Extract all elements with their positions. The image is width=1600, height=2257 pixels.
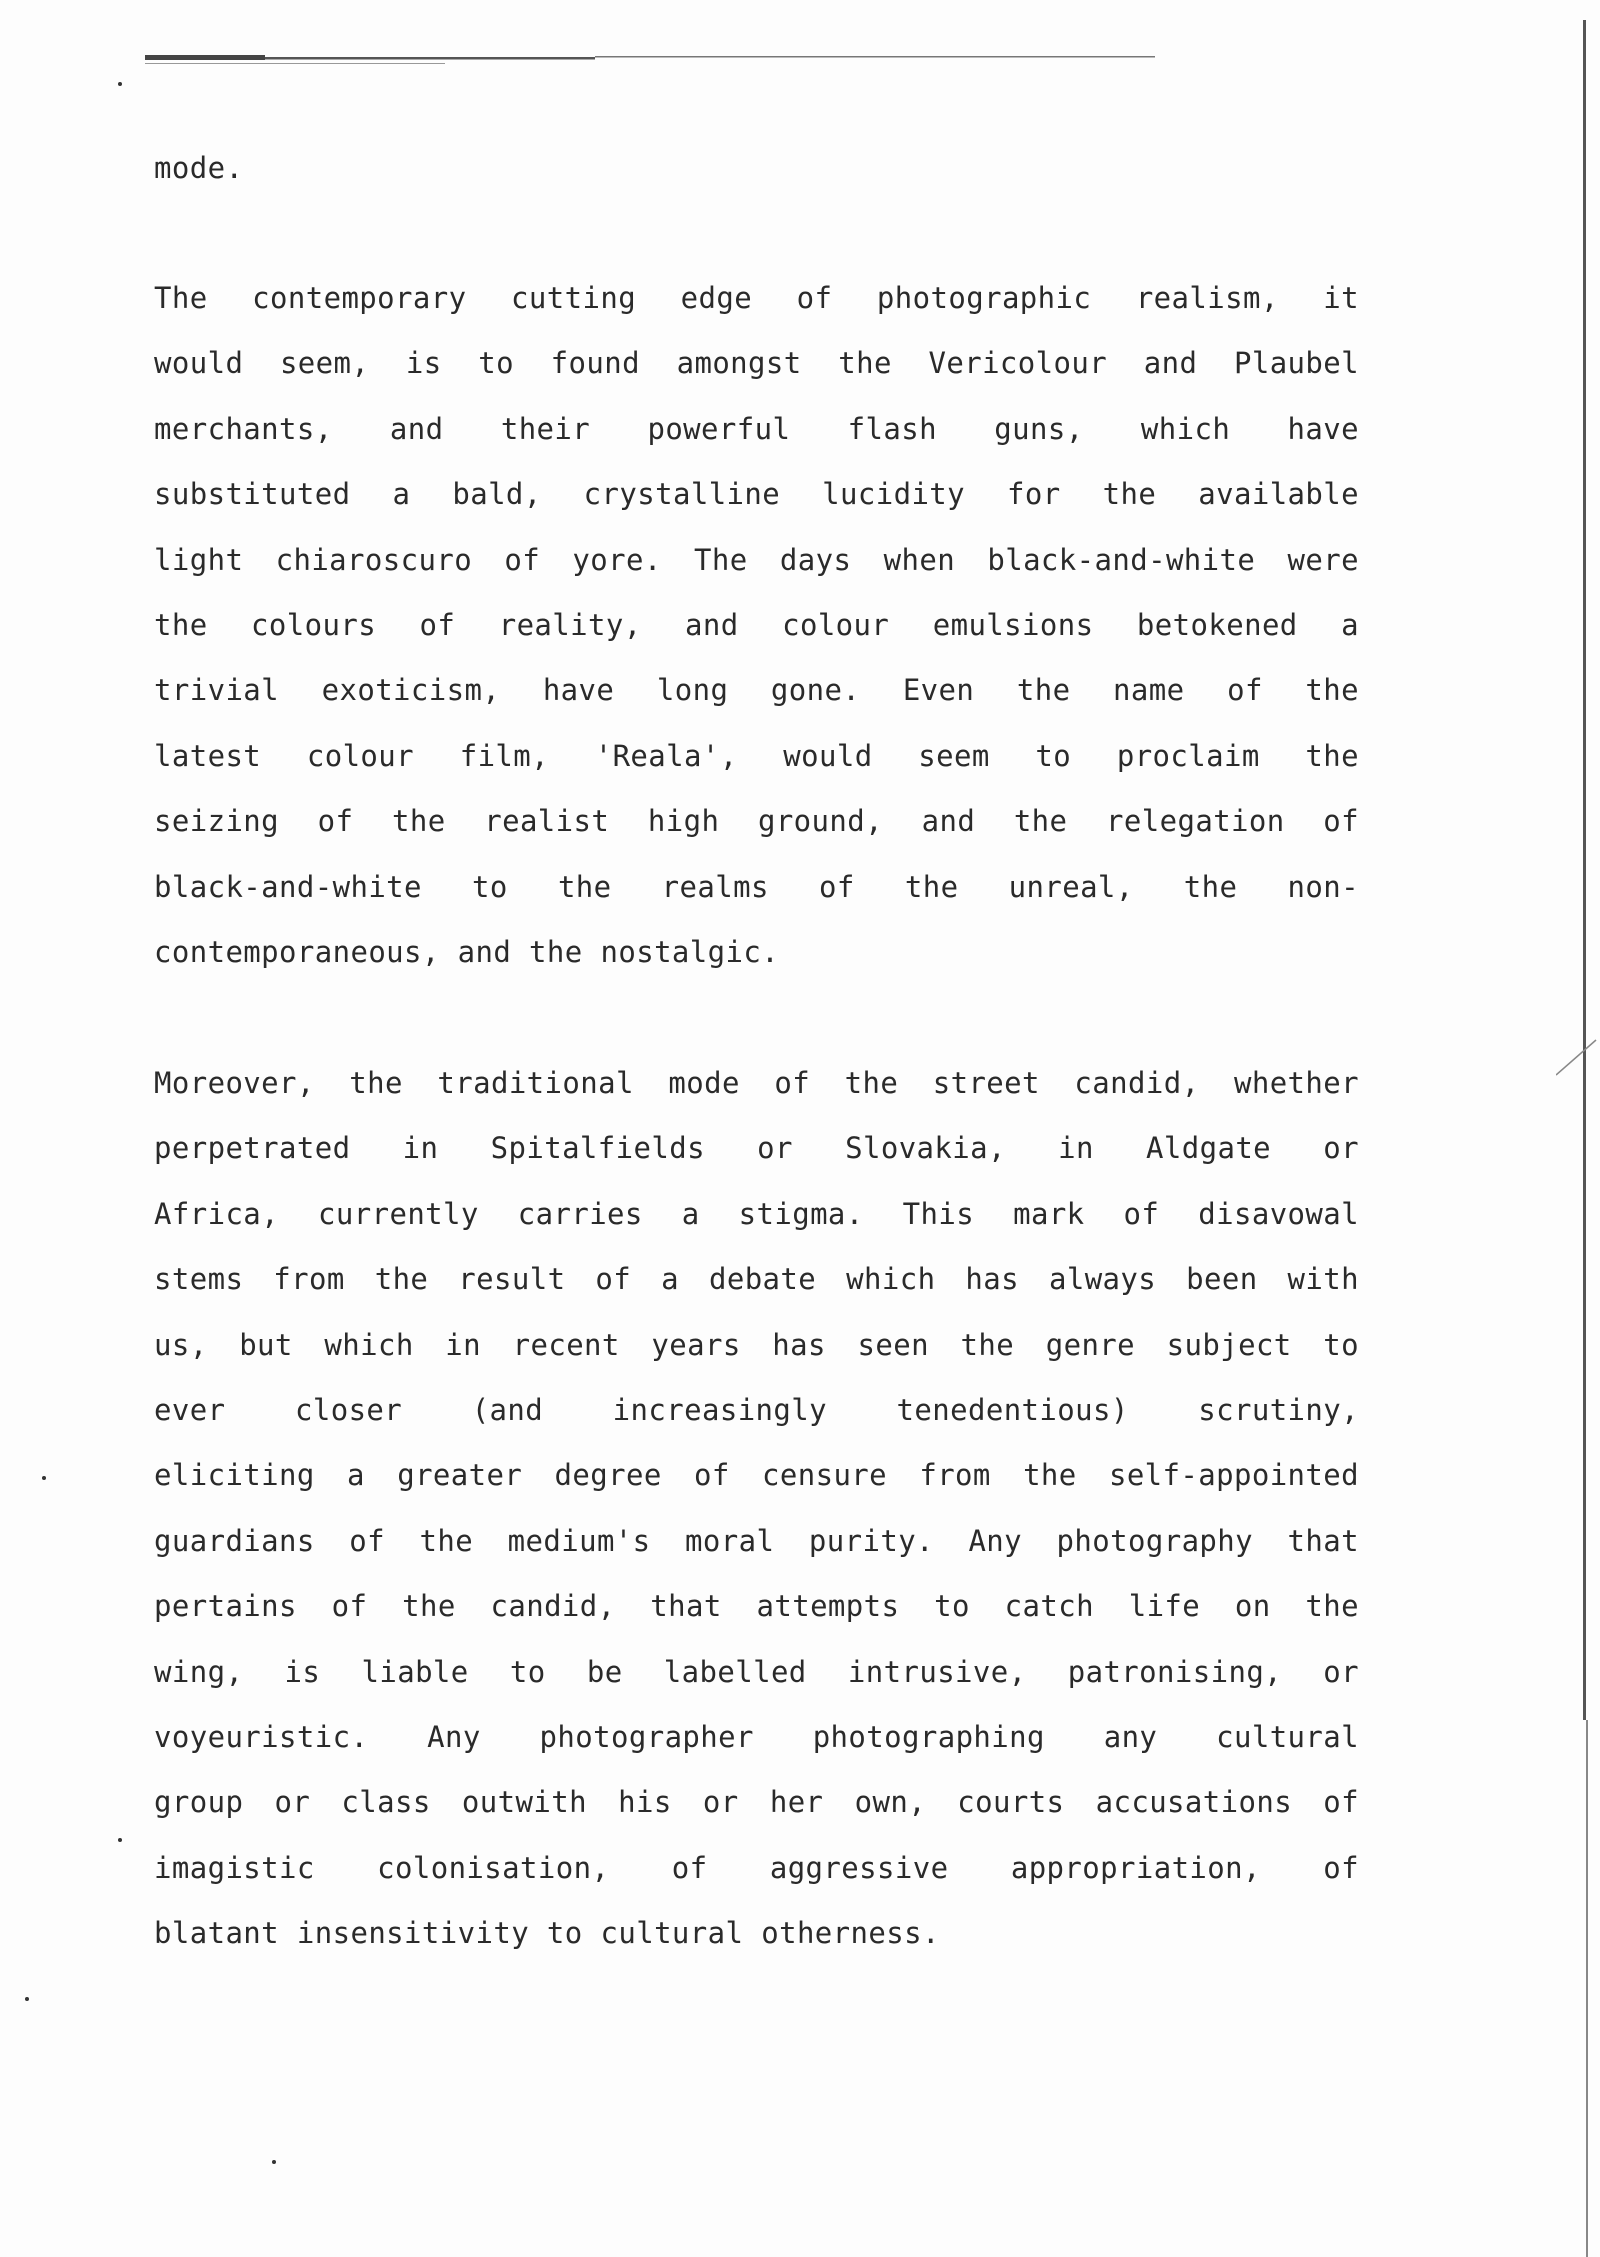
text-line: the colours of reality, and colour emulsions betokened a: [154, 607, 1359, 642]
paragraph-2: [154, 266, 1359, 985]
text-line: imagistic colonisation, of aggressive appropriation, of: [154, 1850, 1359, 1885]
text-line: voyeuristic. Any photographer photographing any cultural: [154, 1719, 1359, 1754]
text-line: trivial exoticism, have long gone. Even the name of the: [154, 673, 1359, 708]
text-line: The contemporary cutting edge of photographic realism, it: [154, 281, 1359, 315]
paragraph-1: [154, 136, 1359, 201]
text-line: light chiaroscuro of yore. The days when black-and-white were: [154, 542, 1359, 577]
right-scan-edge: [1556, 0, 1600, 2257]
text-line: stems from the result of a debate which has always been with: [154, 1262, 1359, 1297]
text-line: substituted a bald, crystalline lucidity for the available: [154, 477, 1359, 512]
text-line: group or class outwith his or her own, courts accusations of: [154, 1785, 1359, 1820]
text-line: ever closer (and increasingly tenedentious) scrutiny,: [154, 1392, 1359, 1427]
text-line: mode.: [154, 151, 244, 185]
text-line: blatant insensitivity to cultural otherness.: [154, 1916, 940, 1951]
text-line: merchants, and their powerful flash guns, which have: [154, 411, 1359, 446]
text-line: black-and-white to the realms of the unreal, the non-: [154, 869, 1359, 904]
text-line: would seem, is to found amongst the Vericolour and Plaubel: [154, 346, 1359, 381]
text-line: Africa, currently carries a stigma. This mark of disavowal: [154, 1196, 1359, 1231]
stray-mark: [118, 1838, 122, 1842]
text-line: latest colour film, 'Reala', would seem to proclaim the: [154, 738, 1359, 773]
text-line: Moreover, the traditional mode of the street candid, whether: [154, 1066, 1359, 1100]
text-line: seizing of the realist high ground, and the relegation of: [154, 804, 1359, 839]
text-line: perpetrated in Spitalfields or Slovakia, in Aldgate or: [154, 1131, 1359, 1166]
stray-mark: [42, 1476, 46, 1480]
stray-mark: [25, 1997, 29, 2001]
stray-mark: [118, 82, 122, 86]
text-line: contemporaneous, and the nostalgic.: [154, 934, 780, 969]
text-line: guardians of the medium's moral purity. Any photography that: [154, 1523, 1359, 1558]
text-line: wing, is liable to be labelled intrusive, patronising, or: [154, 1654, 1359, 1689]
paragraph-3: [154, 1051, 1359, 1966]
text-line: pertains of the candid, that attempts to catch life on the: [154, 1589, 1359, 1624]
stray-mark: [272, 2160, 276, 2164]
text-line: us, but which in recent years has seen the genre subject to: [154, 1327, 1359, 1362]
text-line: eliciting a greater degree of censure from the self-appointed: [154, 1458, 1359, 1493]
top-scan-rule: [145, 52, 1265, 66]
